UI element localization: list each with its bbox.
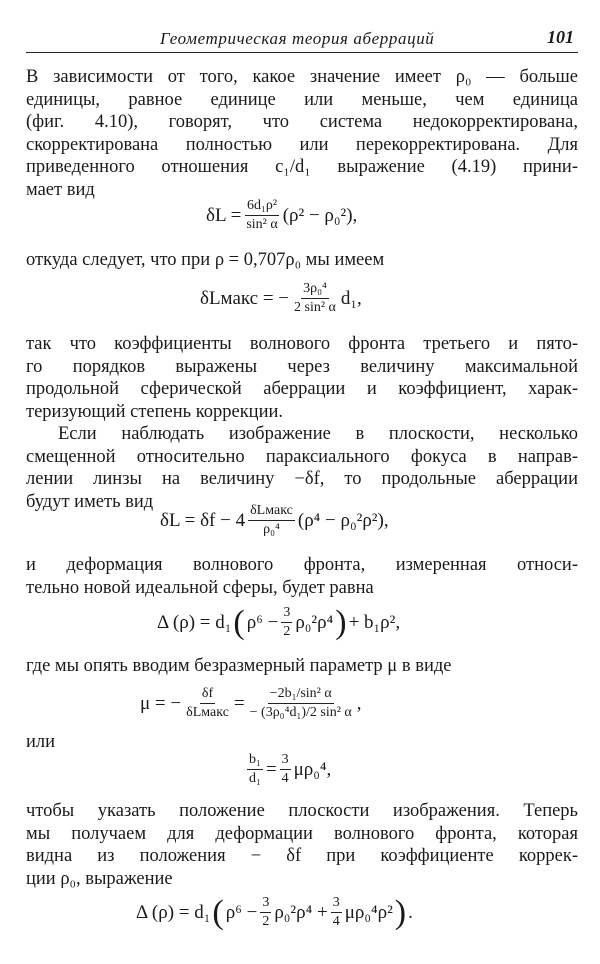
- equation-6: [244, 752, 331, 787]
- text-line: ции ρ₀, выражение: [26, 868, 173, 889]
- equation-lhs: δL =: [206, 204, 242, 226]
- text-line: тельно новой идеальной сферы, будет равна: [26, 577, 374, 598]
- equation-lhs: δL = δf − 4: [160, 509, 246, 531]
- equation-2: [200, 281, 362, 316]
- fraction: [248, 503, 295, 538]
- fraction: [280, 752, 291, 787]
- fraction: [184, 686, 231, 721]
- equals-sign: =: [265, 758, 277, 780]
- paragraph-3: [26, 423, 578, 513]
- fraction: [292, 281, 338, 316]
- fraction-denominator: ρ₀⁴: [263, 522, 280, 537]
- right-paren: ): [335, 603, 347, 641]
- fraction-numerator: 3: [281, 605, 292, 623]
- text-line: или: [26, 732, 56, 752]
- text-line: видна из положения − δf при коэффициенте коррек-: [26, 846, 578, 867]
- fraction-denominator: d₁: [249, 771, 261, 786]
- fraction-numerator: 3: [331, 895, 342, 913]
- text-line: В зависимости от того, какое значение имеет ρ₀ — больше: [26, 67, 578, 87]
- text-line: где мы опять вводим безразмерный параметр μ в виде: [26, 656, 452, 676]
- fraction-numerator: δLмакс: [248, 503, 295, 521]
- text-line: будут иметь вид: [26, 491, 154, 512]
- paragraph-2: [26, 333, 578, 423]
- fraction-numerator: b₁: [247, 752, 263, 770]
- text-line: единицы, равное единице или меньше, чем единица: [26, 89, 578, 110]
- text-line: Если наблюдать изображение в плоскости, несколько: [58, 424, 578, 444]
- equation-term: μρ₀⁴ρ²: [344, 901, 393, 923]
- text-before-eq5: [26, 655, 578, 678]
- equation-rhs: (ρ⁴ − ρ₀²ρ²),: [297, 509, 389, 531]
- equation-5: [140, 686, 362, 721]
- paragraph-5: [26, 800, 578, 890]
- fraction-numerator: 3: [260, 895, 271, 913]
- equation-tail: ,: [356, 692, 362, 714]
- fraction: [244, 198, 279, 233]
- equation-term: ρ₀²ρ⁴: [295, 611, 334, 633]
- fraction-denominator: δLмакс: [186, 705, 229, 720]
- text-line: чтобы указать положение плоскости изображения. Теперь: [26, 801, 578, 821]
- fraction: [247, 752, 263, 787]
- paragraph-1: [26, 66, 578, 202]
- text-line: скорректирована полностью или перекорректирована. Для: [26, 134, 578, 155]
- fraction-numerator: −2b₁/sin² α: [268, 686, 334, 704]
- fraction-denominator: − (3ρ₀⁴d₁)/2 sin² α: [249, 705, 352, 720]
- fraction-numerator: 3ρ₀⁴: [301, 281, 329, 299]
- equation-term: ρ⁶ −: [246, 611, 279, 633]
- text-line: приведенного отношения c₁/d₁ выражение (4.19) прини-: [26, 157, 578, 178]
- equation-lhs: μ = −: [140, 692, 182, 714]
- text-line: мы получаем для деформации волнового фронта, которая: [26, 823, 578, 844]
- text-line: теризующий степень коррекции.: [26, 401, 284, 422]
- text-line: го порядков выражены через величину максимальной: [26, 356, 578, 377]
- equation-tail: .: [408, 901, 413, 923]
- equation-lhs: δLмакс = −: [200, 287, 290, 309]
- fraction: [281, 605, 292, 640]
- equation-rhs: + b₁ρ²,: [348, 611, 401, 633]
- equation-7: [136, 895, 413, 930]
- equals-sign: =: [233, 692, 245, 714]
- fraction-denominator: sin² α: [246, 217, 278, 232]
- page-number: 101: [547, 27, 574, 47]
- text-line: так что коэффициенты волнового фронта третьего и пято-: [26, 334, 578, 354]
- equation-rhs: d₁,: [340, 287, 362, 309]
- running-title: Геометрическая теория аберраций: [160, 29, 435, 48]
- text-line: смещенной относительно параксиального фокуса в направ-: [26, 446, 578, 467]
- text-line: и деформация волнового фронта, измеренная относи-: [26, 555, 578, 575]
- right-paren: ): [394, 893, 407, 931]
- fraction-denominator: 4: [332, 914, 340, 929]
- equation-term: ρ₀²ρ⁴ +: [274, 901, 328, 923]
- paragraph-4: [26, 554, 578, 599]
- fraction-denominator: 2 sin² α: [294, 300, 336, 315]
- equation-1: [206, 198, 357, 233]
- equation-rhs: μρ₀⁴,: [293, 758, 332, 780]
- text-after-eq1: [26, 249, 578, 272]
- text-line: продольной сферической аберрации и коэффициент, харак-: [26, 379, 578, 400]
- equation-term: ρ⁶ −: [225, 901, 258, 923]
- text-line: откуда следует, что при ρ = 0,707ρ₀ мы имеем: [26, 250, 385, 270]
- fraction: [331, 895, 342, 930]
- text-or: [26, 731, 578, 754]
- text-line: (фиг. 4.10), говорят, что система недокорректирована,: [26, 112, 578, 133]
- left-paren: (: [212, 893, 224, 931]
- text-line: мает вид: [26, 179, 95, 200]
- fraction-denominator: 4: [281, 771, 289, 786]
- equation-lhs: Δ (ρ) = d₁: [136, 901, 211, 923]
- fraction: [248, 686, 354, 721]
- fraction: [260, 895, 271, 930]
- equation-rhs: (ρ² − ρ₀²),: [282, 204, 358, 226]
- fraction-numerator: 3: [280, 752, 291, 770]
- text-line: лении линзы на величину −δf, то продольные аберрации: [26, 469, 578, 490]
- equation-lhs: Δ (ρ) = d₁: [157, 611, 232, 633]
- fraction-denominator: 2: [262, 914, 270, 929]
- left-paren: (: [233, 603, 245, 641]
- fraction-denominator: 2: [283, 624, 291, 639]
- fraction-numerator: 6d₁ρ²: [245, 198, 279, 216]
- running-header: [26, 22, 578, 53]
- equation-4: [157, 605, 400, 640]
- fraction-numerator: δf: [200, 686, 215, 704]
- equation-3: [160, 503, 389, 538]
